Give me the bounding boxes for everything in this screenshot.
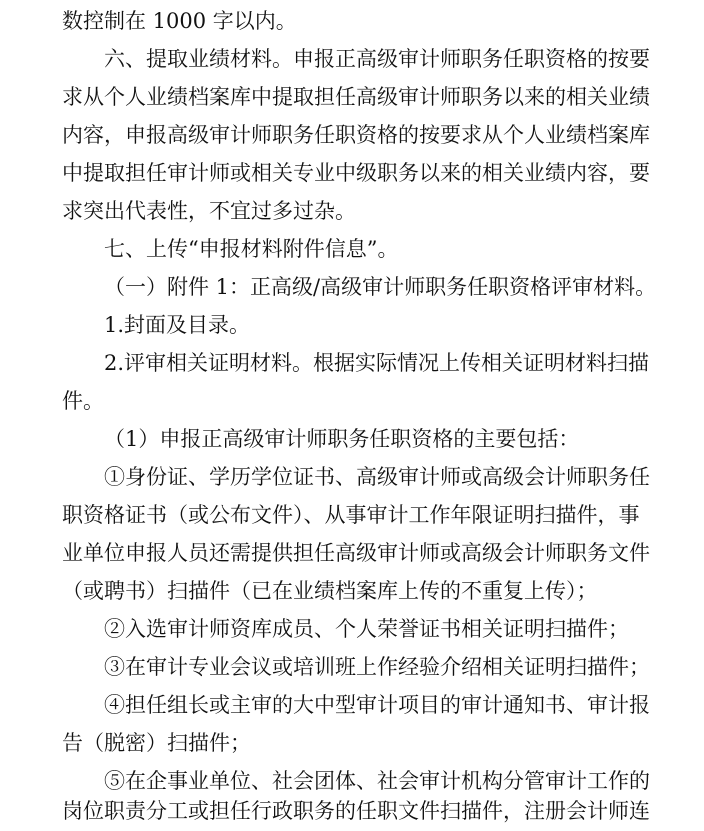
list-item: ②入选审计师资库成员、个人荣誉证书相关证明扫描件； [104,617,629,641]
text-line: 2.评审相关证明材料。根据实际情况上传相关证明材料扫描 [104,351,650,375]
text-line: 职资格证书（或公布文件）、从事审计工作年限证明扫描件，事 [62,503,640,527]
text-line: （或聘书）扫描件（已在业绩档案库上传的不重复上传）； [62,579,598,603]
text-line: 告（脱密）扫描件； [62,731,251,755]
subsection-heading: （一）附件 1：正高级/高级审计师职务任职资格评审材料。 [104,275,657,299]
text-line: 业单位申报人员还需提供担任高级审计师或高级会计师职务文件 [62,541,650,565]
text-line: 1.封面及目录。 [104,313,251,337]
text-line: 求从个人业绩档案库中提取担任高级审计师职务以来的相关业绩 [62,85,650,109]
list-item: ①身份证、学历学位证书、高级审计师或高级会计师职务任 [104,465,650,489]
list-item: ③在审计专业会议或培训班上作经验介绍相关证明扫描件； [104,655,650,679]
text-line: 岗位职责分工或担任行政职务的任职文件扫描件，注册会计师连 [62,799,650,823]
text-line: 中提取担任审计师或相关专业中级职务以来的相关业绩内容，要 [62,161,650,185]
list-item: ④担任组长或主审的大中型审计项目的审计通知书、审计报 [104,693,650,717]
text-line: 件。 [62,389,104,413]
text-line: 六、提取业绩材料。申报正高级审计师职务任职资格的按要 [104,47,650,71]
text-line: （1）申报正高级审计师职务任职资格的主要包括： [104,427,580,451]
text-line: 求突出代表性，不宜过多过杂。 [62,199,356,223]
list-item: ⑤在企事业单位、社会团体、社会审计机构分管审计工作的 [104,769,650,793]
text-line: 内容，申报高级审计师职务任职资格的按要求从个人业绩档案库 [62,123,650,147]
text-line: 数控制在 1000 字以内。 [62,9,297,33]
section-heading: 七、上传“申报材料附件信息”。 [104,237,399,261]
